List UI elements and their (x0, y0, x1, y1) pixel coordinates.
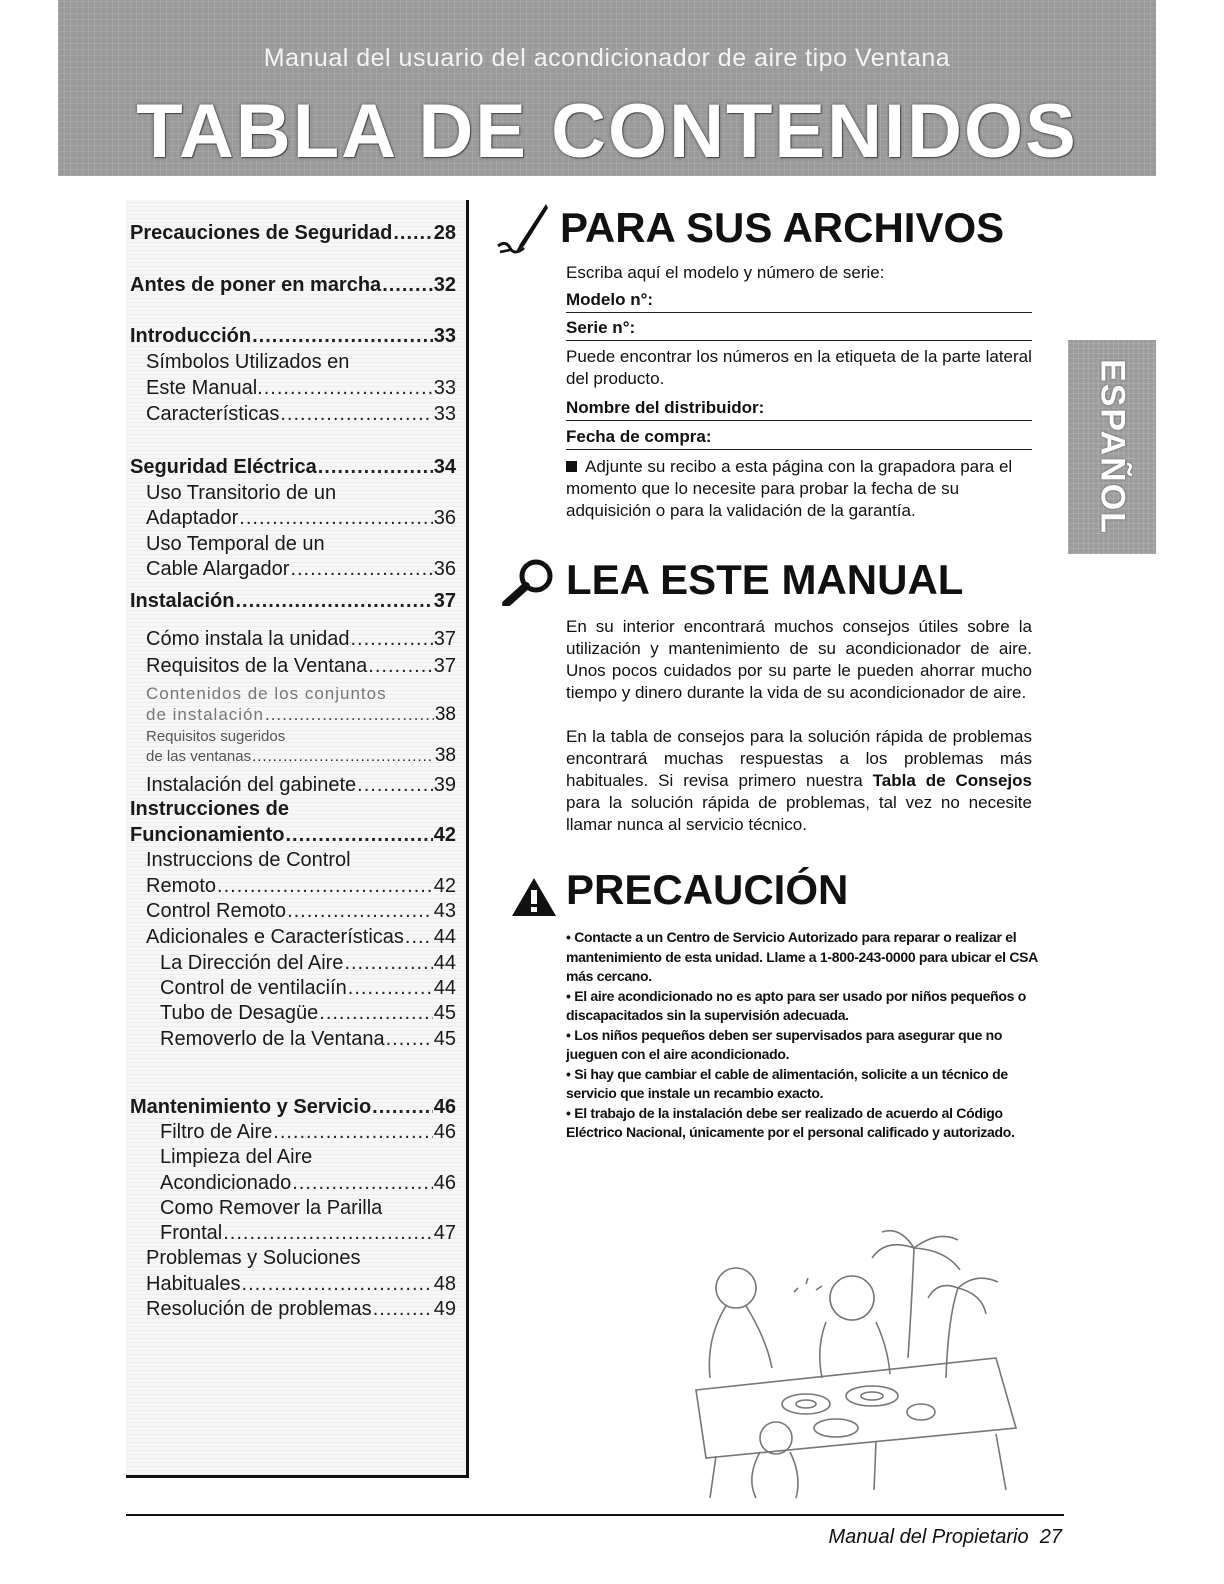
toc-entry[interactable]: Acondicionado ..... 46 (160, 1172, 456, 1195)
serial-field: Serie n°: (566, 318, 1032, 341)
language-tab (1068, 340, 1156, 554)
dealer-field: Nombre del distribuidor: (566, 398, 1032, 421)
square-bullet-icon (566, 461, 577, 472)
page-number: 27 (1039, 1526, 1062, 1548)
toc-entry[interactable]: Características ..... 33 (146, 403, 456, 426)
records-bullet: Adjunte su recibo a esta página con la grapadora para el momento que lo necesite para probar la fecha de su adquisición o para la validación de la garantía. (566, 457, 1013, 520)
toc-entry[interactable]: Control Remoto ..... 43 (146, 900, 456, 923)
records-intro: Escriba aquí el modelo y número de serie: (566, 263, 885, 282)
caution-item: • El aire acondicionado no es apto para ser usado por niños pequeños o discapacitados sin la supervisión adecuada. (566, 987, 1026, 1023)
toc-entry[interactable]: Funcionamiento ..... 42 (130, 824, 456, 847)
header-subtitle: Manual del usuario del acondicionador de aire tipo Ventana (263, 44, 951, 72)
page-footer (829, 1526, 1063, 1549)
toc-entry[interactable]: La Dirección del Aire ..... 44 (160, 952, 456, 975)
magnifier-icon (498, 558, 558, 606)
records-title: PARA SUS ARCHIVOS (560, 204, 1005, 251)
toc-entry[interactable]: Removerlo de la Ventana ..... 45 (160, 1028, 456, 1051)
toc-entry[interactable]: Requisitos sugeridos (146, 728, 286, 745)
warning-icon (510, 876, 558, 918)
toc-entry[interactable]: Habituales ..... 48 (146, 1273, 456, 1296)
records-note: Puede encontrar los números en la etiqueta de la parte lateral del producto. (566, 347, 1032, 388)
toc-entry[interactable]: de las ventanas ..... 38 (146, 745, 456, 767)
caution-item: • Si hay que cambiar el cable de alimentación, solicite a un técnico de servicio que instale un recambio exacto. (566, 1065, 1008, 1101)
caution-item: • Contacte a un Centro de Servicio Autorizado para reparar o realizar el mantenimiento de esta unidad. Llame a 1-800-243-0000 para ubicar el CSA más cercano. (566, 929, 1038, 984)
footer-label: Manual del Propietario (828, 1526, 1029, 1548)
toc-entry[interactable]: Instalación ..... 37 (130, 590, 456, 613)
caution-item: • El trabajo de la instalación debe ser realizado de acuerdo al Código Eléctrico Nacional, únicamente por el personal calificado y autorizado. (566, 1104, 1015, 1140)
toc-entry[interactable]: Cómo instala la unidad ..... 37 (146, 628, 456, 651)
toc-entry[interactable]: Uso Transitorio de un (146, 482, 337, 504)
toc-entry[interactable]: Resolución de problemas ..... 49 (146, 1298, 456, 1321)
toc-entry[interactable]: Adicionales e Características ..... 44 (146, 926, 456, 949)
toc-entry[interactable]: Instrucciones de (130, 798, 289, 820)
language-tab-label: ESPAÑOL (1093, 359, 1132, 535)
caution-title: PRECAUCIÓN (566, 866, 849, 913)
read-manual-title: LEA ESTE MANUAL (566, 556, 964, 603)
caution-item: • Los niños pequeños deben ser supervisados para asegurar que no jueguen con el aire acondicionado. (566, 1026, 1003, 1062)
toc-entry[interactable]: Requisitos de la Ventana ..... 37 (146, 655, 456, 678)
toc-entry[interactable]: Este Manual. ..... 33 (146, 377, 456, 400)
toc-entry[interactable]: Seguridad Eléctrica ..... 34 (130, 456, 456, 479)
toc-entry[interactable]: Cable Alargador ..... 36 (146, 558, 456, 581)
toc-entry[interactable]: Tubo de Desagüe ..... 45 (160, 1002, 456, 1025)
toc-entry[interactable]: Antes de poner en marcha ..... 32 (130, 274, 456, 297)
toc-panel (126, 200, 469, 1478)
toc-entry[interactable]: Limpieza del Aire (160, 1146, 313, 1168)
model-field: Modelo n°: (566, 290, 1032, 313)
toc-entry[interactable]: Mantenimiento y Servicio ..... 46 (130, 1096, 456, 1119)
toc-entry[interactable]: Uso Temporal de un (146, 533, 325, 555)
toc-entry[interactable]: de instalación ..... 38 (146, 704, 456, 726)
toc-entry[interactable]: Precauciones de Seguridad ..... 28 (130, 222, 456, 245)
page-title: TABLA DE CONTENIDOS (136, 89, 1078, 174)
toc-entry[interactable]: Como Remover la Parilla (160, 1197, 383, 1219)
purchase-date-field: Fecha de compra: (566, 427, 1032, 450)
toc-entry[interactable]: Contenidos de los conjuntos (146, 684, 387, 703)
toc-entry[interactable]: Instruccions de Control (146, 849, 351, 871)
footer-rule (126, 1514, 1064, 1516)
pen-icon (494, 200, 550, 262)
picnic-illustration (676, 1228, 1056, 1500)
toc-entry[interactable]: Frontal ..... 47 (160, 1222, 456, 1245)
toc-entry[interactable]: Filtro de Aire ..... 46 (160, 1121, 456, 1144)
header-banner (58, 0, 1156, 176)
toc-entry[interactable]: Adaptador ..... 36 (146, 507, 456, 530)
toc-entry[interactable]: Introducción ..... 33 (130, 325, 456, 348)
toc-entry[interactable]: Control de ventilaciín ..... 44 (160, 977, 456, 1000)
read-manual-paragraph-1: En su interior encontrará muchos consejos útiles sobre la utilización y mantenimiento de su acondicionador de aire. Unos pocos cuidados por su parte le pueden ahorrar mucho tiempo y dinero durante la vida de su acondicionador de aire. (566, 617, 1032, 702)
caution-list (566, 928, 1046, 1143)
read-manual-paragraph-2: En la tabla de consejos para la solución rápida de problemas encontrará muchas respuestas a los problemas más habituales. Si revisa primero nuestra Tabla de Consejos para la solución rápida de problemas, tal vez no necesite llamar nunca al servicio técnico. (566, 727, 1032, 834)
toc-entry[interactable]: Remoto ..... 42 (146, 875, 456, 898)
toc-entry[interactable]: Problemas y Soluciones (146, 1247, 361, 1269)
toc-entry[interactable]: Instalación del gabinete ..... 39 (146, 774, 456, 797)
toc-entry[interactable]: Símbolos Utilizados en (146, 351, 350, 373)
